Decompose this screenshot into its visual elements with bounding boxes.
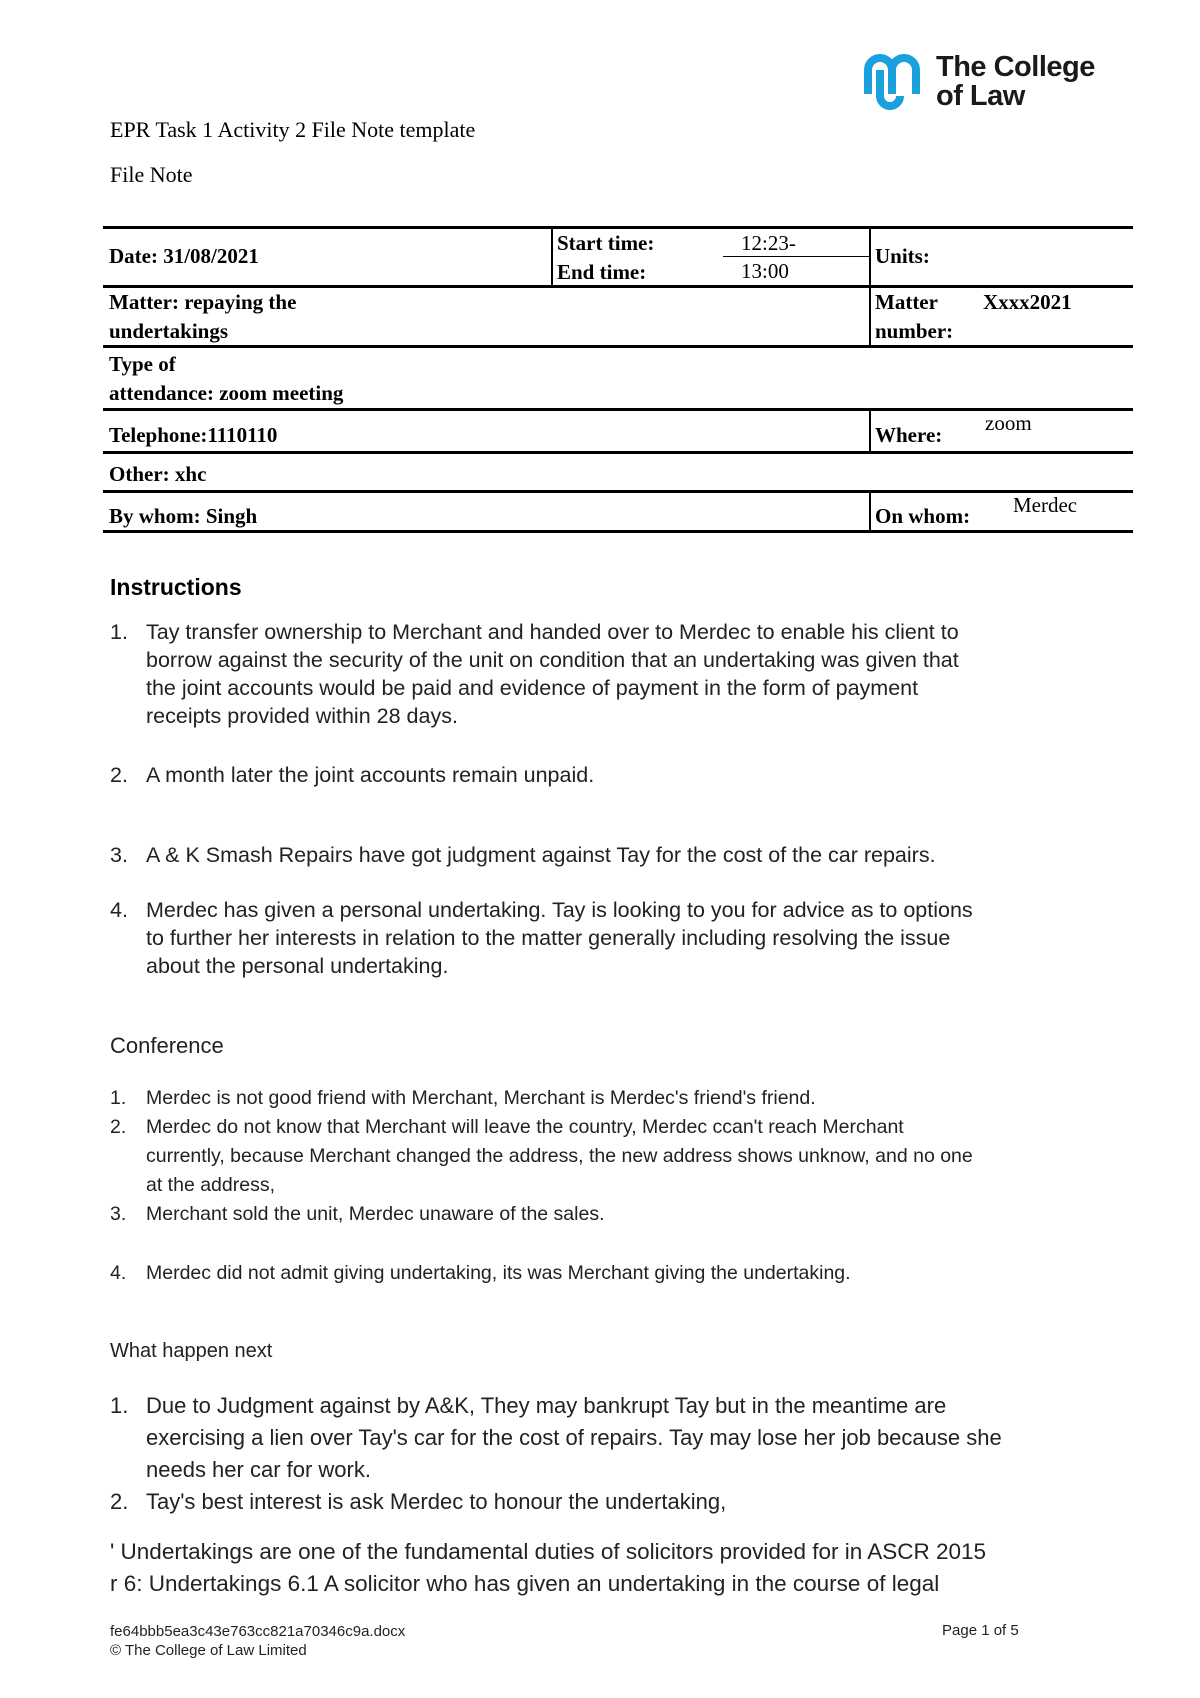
conference-item: 3. Merchant sold the unit, Merdec unaware of the sales. (110, 1203, 605, 1225)
by-whom-field: By whom: Singh (109, 504, 258, 528)
next-item: 1. Due to Judgment against by A&K, They may bankrupt Tay but in the meantime are exercising a lien over Tay's car for the cost of repairs. Tay may lose her job because she needs her car for work. (110, 1393, 1002, 1482)
row-other (103, 451, 1133, 490)
start-time-label: Start time: (557, 231, 655, 255)
instruction-item: 4. Merdec has given a personal undertaking. Tay is looking to you for advice as to options to further her interests in relation to the matter generally including resolving the issue about the personal undertaking. (110, 898, 973, 978)
attendance-line-2: attendance: zoom meeting (109, 381, 344, 405)
conference-item: 1. Merdec is not good friend with Merchant, Merchant is Merdec's friend's friend. (110, 1087, 816, 1109)
matter-number-value: Xxxx2021 (983, 290, 1072, 314)
on-whom-value: Merdec (1013, 493, 1078, 517)
page-number: Page 1 of 5 (942, 1622, 1019, 1639)
matter-line-1: Matter: repaying the (109, 290, 297, 314)
logo-line-1: The College (936, 51, 1095, 83)
logo-wordmark (936, 53, 1095, 111)
date-field: Date: 31/08/2021 (109, 244, 259, 268)
units-label: Units: (875, 244, 930, 268)
footer-filename: fe64bbb5ea3c43e763cc821a70346c9a.docx (110, 1623, 406, 1640)
row-telephone (103, 408, 1133, 451)
start-time-value: 12:23- (741, 231, 796, 255)
row-by-whom (103, 490, 1133, 533)
undertakings-quote: ' Undertakings are one of the fundamental duties of solicitors provided for in ASCR 2015 r 6: Undertakings 6.1 A solicitor who has given an undertaking in the course of legal (110, 1539, 987, 1596)
instruction-item: 3. A & K Smash Repairs have got judgment against Tay for the cost of the car repairs. (110, 843, 936, 867)
attendance-line-1: Type of (109, 352, 176, 376)
college-of-law-logo (862, 50, 1095, 114)
instructions-heading: Instructions (110, 574, 242, 600)
instruction-item: 2. A month later the joint accounts remain unpaid. (110, 763, 595, 787)
matter-number-label-2: number: (875, 319, 954, 343)
row-date-time (103, 226, 1133, 285)
on-whom-label: On whom: (875, 504, 971, 528)
where-value: zoom (985, 411, 1032, 435)
file-note-table (103, 226, 1133, 533)
where-label: Where: (875, 423, 943, 447)
next-heading: What happen next (110, 1340, 273, 1362)
doc-type: File Note (110, 162, 193, 187)
next-item: 2. Tay's best interest is ask Merdec to honour the undertaking, (110, 1489, 727, 1514)
other-field: Other: xhc (109, 462, 207, 486)
matter-line-2: undertakings (109, 319, 229, 343)
footer-copyright: © The College of Law Limited (110, 1642, 307, 1659)
college-logo-icon (862, 50, 926, 114)
end-time-value: 13:00 (741, 259, 789, 283)
conference-item: 2. Merdec do not know that Merchant will leave the country, Merdec ccan't reach Merchant currently, because Merchant changed the address, the new address shows unknow, and no one at the address, (110, 1116, 973, 1196)
conference-item: 4. Merdec did not admit giving undertaking, its was Merchant giving the undertaking. (110, 1262, 851, 1284)
footer (110, 1622, 405, 1660)
matter-number-label-1: Matter (875, 290, 938, 314)
logo-line-2: of Law (936, 80, 1025, 112)
conference-heading: Conference (110, 1033, 224, 1058)
row-matter (103, 285, 1133, 345)
row-attendance (103, 345, 1133, 408)
instruction-item: 1. Tay transfer ownership to Merchant and handed over to Merdec to enable his client to borrow against the security of the unit on condition that an undertaking was given that the joint accounts would be paid and evidence of payment in the form of payment receipts provided within 28 days. (110, 620, 959, 728)
telephone-field: Telephone:1110110 (109, 423, 278, 447)
template-title: EPR Task 1 Activity 2 File Note template (110, 117, 476, 142)
end-time-label: End time: (557, 260, 647, 284)
